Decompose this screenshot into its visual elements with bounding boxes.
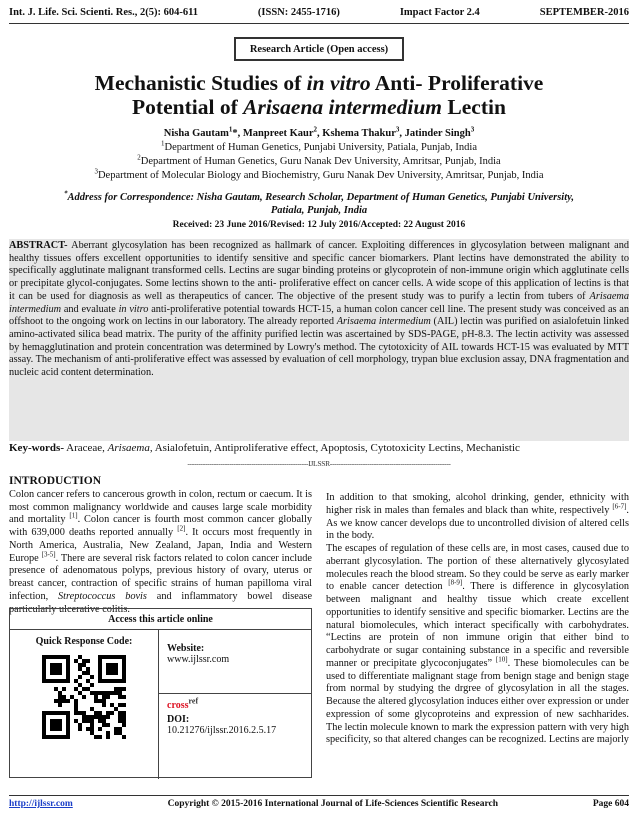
footer-rule [9, 795, 629, 796]
qr-code-icon[interactable] [42, 655, 126, 739]
article-type-badge: Research Article (Open access) [234, 37, 404, 61]
journal-citation: Int. J. Life. Sci. Scienti. Res., 2(5): 604-611 [9, 7, 198, 18]
qr-label: Quick Response Code: [35, 636, 133, 647]
issue-date: SEPTEMBER-2016 [539, 7, 629, 18]
affiliation-2: $^2$Department of Human Genetics, Guru Nanak Dev University, Amritsar, Punjab, India [137, 153, 501, 167]
access-online-box [9, 608, 312, 778]
correspondence-address: *Address for Correspondence: Nisha Gautam, Research Scholar, Department of Human Genetics, Punjabi University, Patiala, Punjab, India [63, 189, 575, 216]
abstract-box: ABSTRACT- Aberrant glycosylation has been recognized as hallmark of cancer. Exploiting differences in glycosylation between malignant and healthy tissues offers excellent opportunities to identify sensitive and specific cancer biomarkers. Plant lectins have demonstrated the ability to specifically agglutinate malignant transformed cells. Lectins are sugar binding proteins or glycoprotein of non-immune origin which agglutinate cells or precipitate glycol-conjugates. Some lectins shown to the anti- proliferative effect on cancer cells. A wide scope of this application of lectins is that it can be used for diagnosis as well as therapeutics of cancer. The objective of the present study was to purify a lectin from tubers of Arisaema intermedium and evaluate in vitro anti-proliferative potential towards HCT-15, a human colon cancer cell line. The present study was conceived as an offshoot to the ongoing work on lectins in our laboratory. The already reported Arisaema intermedium (AIL) lectin was purified on asialofetuin linked amino-activated silica bead matrix. The purity of the affinity purified lectin was ascertained by SDS-PAGE, pH-8.3. The lectin activity was assessed by hemagglutination and protein concentration was determined by Lowry's method. The cytotoxicity of AIL towards HCT-15 was evaluated by MTT assay. The mechanism of anti-proliferative effect was assessed by evaluation of cell morphology, trypan blue exclusion assay, DNA fragmentation and nucleic acid content determination. [9, 239, 629, 441]
introduction-heading: INTRODUCTION [9, 475, 102, 487]
website-link[interactable]: www.ijlssr.com [167, 654, 230, 665]
issn: (ISSN: 2455-1716) [257, 7, 340, 18]
section-separator: -------------------------------------------------------IJLSSR------------------------------------------------------- [187, 459, 451, 468]
website-label: Website: [167, 643, 205, 654]
abstract-label: ABSTRACT- [9, 240, 68, 251]
running-header [9, 7, 629, 18]
introduction-column: INTRODUCTION Colon cancer refers to cancerous growth in colon, rectum or caecum. It is most common malignancy worldwide and causes large scale morbidity and mortality [1]. Colon cancer is fourth most common cancer globally with 639,000 deaths reported annually [2]. It occurs most frequently in North America, Australia, New Zealand, Japan, India and Western Europe [3-5]. There are several risk factors related to colon cancer include presence of adenomatous polyps, previous history of ovary, uterus or breast cancer, contraction of specific strains of human papilloma viral infection, Streptococcus bovis and inflammatory bowel disease particularly ulcerative colitis. [9, 475, 313, 615]
journal-url-link[interactable]: http://ijlssr.com [9, 799, 73, 809]
doi-link[interactable]: 10.21276/ijlssr.2016.2.5.17 [167, 725, 277, 736]
header-rule [9, 23, 629, 24]
page-footer [9, 799, 629, 809]
access-heading: Access this article online [10, 609, 311, 630]
author-list: Nisha Gautam$^1$*, Manpreet Kaur$^2$, Kshema Thakur$^3$, Jatinder Singh$^3$ [163, 125, 475, 139]
right-column: In addition to that smoking, alcohol drinking, gender, ethnicity with higher risk in males than females and black than white, respectively [6-7]. As we know cancer develops due to uncontrolled division of altered cells in the body. The escapes of regulation of these cells are, in most cases, caused due to aberrant glycosylation. The portion of these alternatively glycosylated molecules reach the blood stream. So they could be serve as early marker to enable cancer detection [8-9]. There is difference in glycosylation between malignant and healthy tissue which create excellent opportunities to identify sensitive and specific biomarker. Lectins are the natural biomolecules, which interact specifically with carbohydrates. “Lectins are protein of non immune origin that either bind to carbohydrate or sugar containing substance in a specific and reversible manner or precipitate glycoconjugates” [10]. These biomolecules can be used to differentiate malignant stage from benign stage and benign stage from normal by studying the drgree of glycosylation in all the stages. Because the altered glycosylation induces either over expression or under expression of some glycoproteins and expression of new sachharides. The lectin molecule known to mark the expression pattern with very high specificity, so that altered changes can be recognized. Lectins are majorly [326, 492, 630, 746]
affiliation-3: $^3$Department of Molecular Biology and Biochemistry, Guru Nanak Dev University, Amritsar, Punjab, India [94, 167, 544, 181]
received-dates: Received: 23 June 2016/Revised: 12 July 2016/Accepted: 22 August 2016 [172, 220, 466, 230]
page-number: Page 604 [592, 799, 629, 809]
crossref-logo: cross$^{ref}$ [167, 696, 199, 711]
affiliation-1: $^1$Department of Human Genetics, Punjabi University, Patiala, Punjab, India [161, 139, 477, 153]
paper-title: Mechanistic Studies of in vitro Anti- Proliferative Potential of Arisaena intermedium Lectin [94, 71, 544, 119]
keywords: Key-words- Araceae, Arisaema, Asialofetuin, Antiproliferative effect, Apoptosis, Cytotoxicity Lectins, Mechanistic [9, 442, 520, 454]
copyright: Copyright © 2015-2016 International Journal of Life-Sciences Scientific Research [167, 799, 499, 809]
impact-factor: Impact Factor 2.4 [399, 7, 480, 18]
doi-label: DOI: [167, 714, 190, 725]
